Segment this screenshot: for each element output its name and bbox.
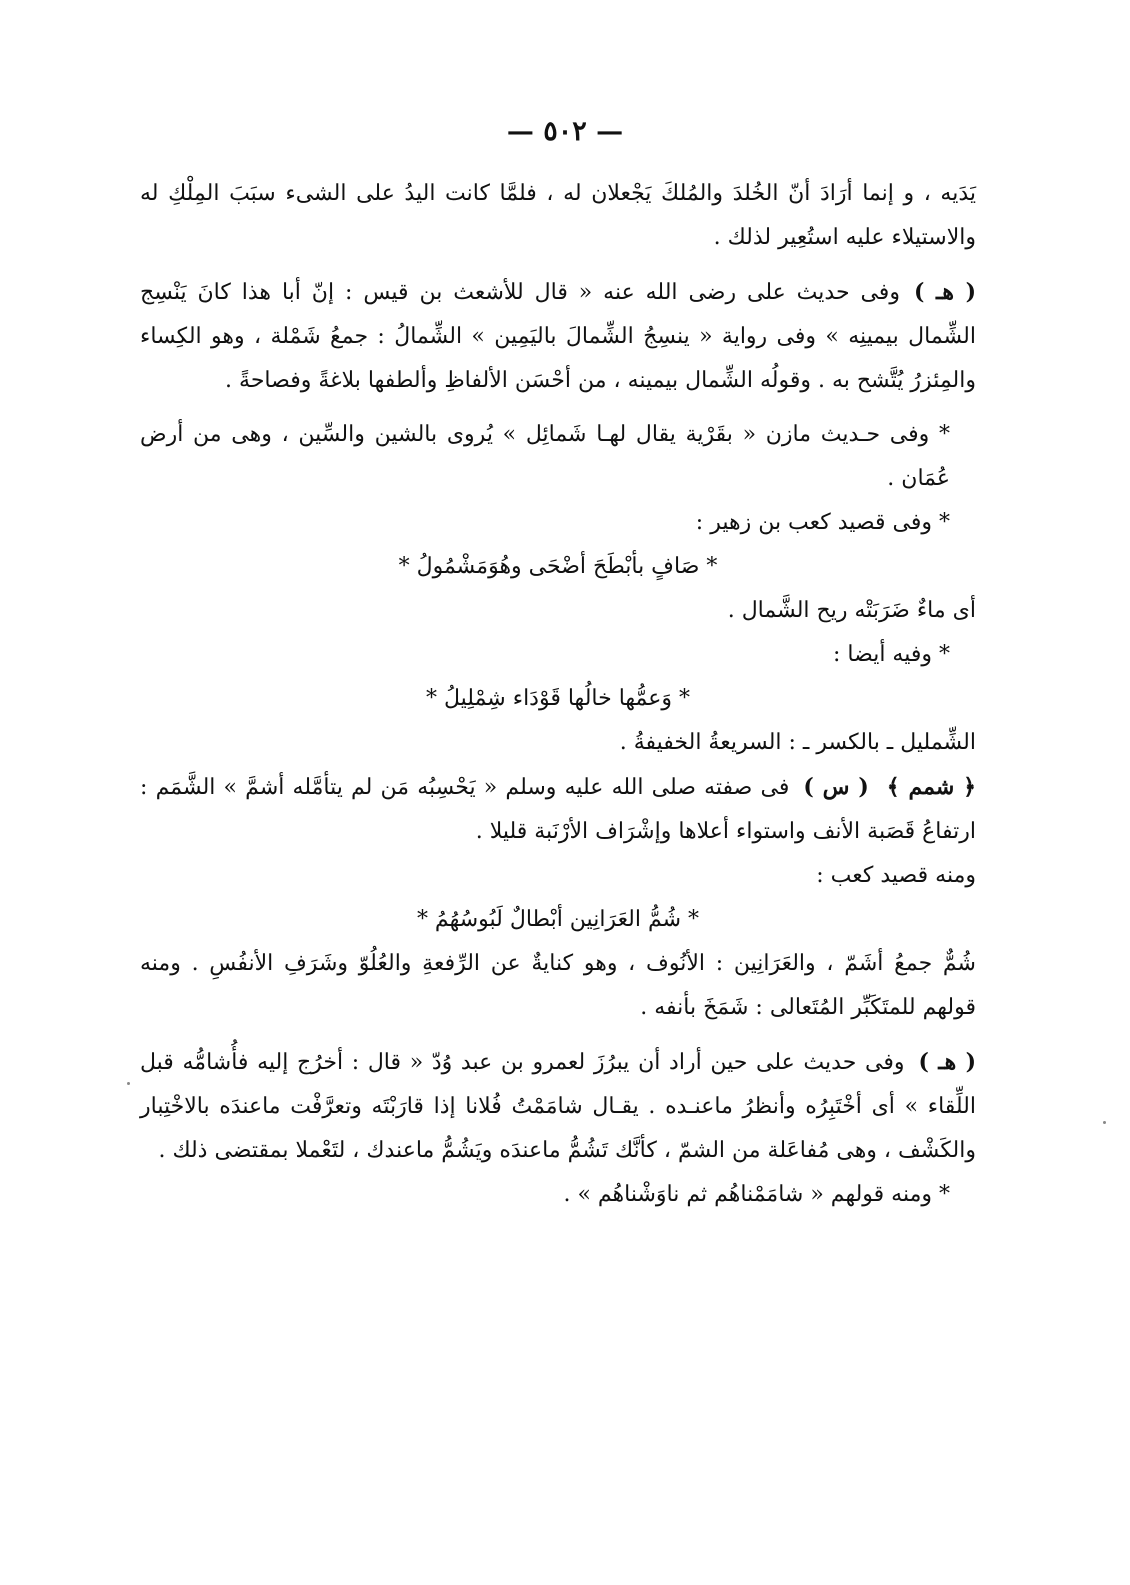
margin-speck — [127, 1082, 130, 1085]
paragraph-text: وفى حديث على حين أراد أن يبرُزَ لعمرو بن عبد وُدّ « قال : أخرُج إليه فأُشامُّه قبل اللِّقاء » أى أخْتَبِرُه وأنظرُ ماعنـده . يقـال شامَمْتُ فُلانا إذا قارَبْتَه وتعرَّفْت ماعندَه بالاخْتِبار والكَشْف ، وهى مُفاعَلة من الشمّ ، كأنَّك تَشُمُّ ماعندَه ويَشُمُّ ماعندك ، لتَعْملا بمقتضى ذلك . — [140, 1050, 976, 1163]
verse-line: * شُمُّ العَرَانِين أبْطالٌ لَبُوسُهُمُ * — [416, 907, 700, 932]
margin-speck — [1103, 1121, 1106, 1124]
paragraph-hadith-mazin: * وفى حـديث مازن « بقَرْية يقال لهـا شَمائِل » يُروى بالشين والسِّين ، وهى من أرض عُمَان . — [140, 422, 950, 491]
paragraph-kaab-intro: * وفى قصيد كعب بن زهير : — [695, 510, 950, 535]
source-marker: ( هـ ) — [913, 279, 976, 305]
entry-headword: ﴿ شمم ﴾ — [886, 774, 976, 800]
page-body — [140, 172, 976, 1217]
source-marker: ( س ) — [803, 774, 869, 800]
paragraph-hadith-ali-amr — [140, 1040, 976, 1173]
paragraph-also-intro: * وفيه أيضا : — [833, 642, 950, 667]
paragraph-shamamnahum: * ومنه قولهم « شامَمْناهُم ثم ناوَشْناهُم » . — [563, 1182, 950, 1207]
source-marker: ( هـ ) — [918, 1049, 977, 1075]
paragraph-explanation: أى ماءٌ ضَرَبَتْه ريح الشَّمال . — [727, 598, 976, 623]
paragraph-hadith-ali-ashath — [140, 270, 976, 403]
paragraph-text: وفى حديث على رضى الله عنه « قال للأشعث بن قيس : إنّ أبا هذا كانَ يَنْسِج الشِّمال بيمينِه » وفى رواية « ينسِجُ الشِّمالَ باليَمِين » الشِّمالُ : جمعُ شَمْلة ، وهو الكِساء والمِئزرُ يُتَّشح به . وقولُه الشِّمال بيمينه ، من أحْسَن الألفاظِ وألطفها بلاغةً وفصاحةً . — [140, 280, 976, 393]
paragraph-arenin: شُمٌّ جمعُ أشَمّ ، والعَرَانِين : الأنُوف ، وهو كنايةٌ عن الرِّفعةِ والعُلُوّ وشَرَفِ الأنفُسِ . ومنه قولهم للمتَكَبِّر المُتَعالى : شَمَخَ بأنفه . — [140, 951, 976, 1020]
verse-line: * وَعمُّها خالُها قَوْدَاء شِمْلِيلُ * — [426, 686, 690, 711]
paragraph-continuation: يَدَيه ، و إنما أرَادَ أنّ الخُلدَ والمُلكَ يَجْعلان له ، فلمَّا كانت اليدُ على الشىء سبَبَ المِلْكِ له والاستيلاء عليه استُعِير لذلك . — [140, 181, 976, 250]
paragraph-shimlil: الشِّمليل ـ بالكسر ـ : السريعةُ الخفيفةُ . — [619, 730, 976, 755]
paragraph-text: فى صفته صلى الله عليه وسلم « يَحْسِبُه مَن لم يتأمَّله أشمَّ » الشَّمَم : ارتفاعُ قَصَبة الأنف واستواء أعلاها وإشْرَاف الأرْنَبة قليلا . — [140, 775, 976, 844]
paragraph-kaab-poem-intro: ومنه قصيد كعب : — [816, 863, 976, 888]
verse-line: * صَافٍ بأبْطَحَ أضْحَى وهُوَمَشْمُولُ * — [398, 554, 718, 579]
entry-shamam — [140, 765, 976, 854]
page-number: — ٥٠٢ — — [506, 116, 624, 147]
